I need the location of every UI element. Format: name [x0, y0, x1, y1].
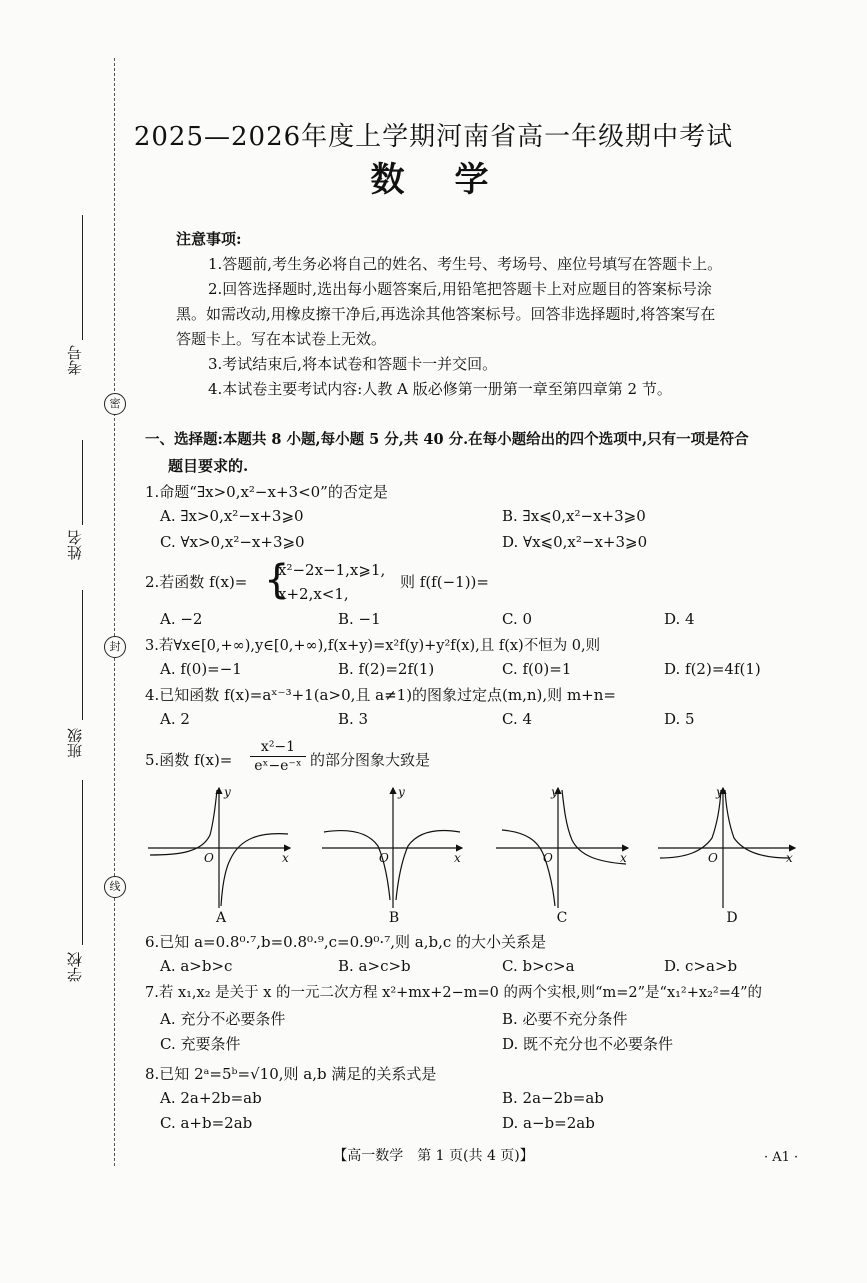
graph-b-left-branch: [324, 831, 390, 900]
q6-option-a: A. a>b>c: [160, 957, 233, 975]
q8-option-d: D. a−b=2ab: [502, 1114, 595, 1132]
graph-c-caption: C: [556, 910, 568, 926]
graph-d-origin: O: [708, 851, 718, 865]
graph-a-caption: A: [215, 910, 227, 926]
q2-option-b: B. −1: [338, 610, 381, 628]
q3-option-a: A. f(0)=−1: [160, 660, 242, 678]
q7-option-c: C. 充要条件: [160, 1035, 241, 1053]
class-underline: [82, 590, 83, 720]
q1-option-c: C. ∀x>0,x²−x+3⩾0: [160, 533, 305, 551]
q3-stem: 3.若∀x∈[0,+∞),y∈[0,+∞),f(x+y)=x²f(y)+y²f(x),且 f(x)不恒为 0,则: [145, 638, 601, 654]
q8-option-b: B. 2a−2b=ab: [502, 1089, 604, 1107]
q5-stem-post: 的部分图象大致是: [310, 751, 431, 769]
graph-b-caption: B: [388, 910, 400, 926]
graph-d-y-label: y: [716, 785, 723, 799]
q5-numerator: x²−1: [250, 738, 306, 757]
school-underline: [82, 780, 83, 945]
q1-option-b: B. ∃x⩽0,x²−x+3⩾0: [502, 507, 646, 525]
notice-item-1: 1.答题前,考生务必将自己的姓名、考生号、考场号、座位号填写在答题卡上。: [208, 255, 723, 273]
q8-option-c: C. a+b=2ab: [160, 1114, 253, 1132]
notice-item-3: 3.考试结束后,将本试卷和答题卡一并交回。: [208, 355, 498, 373]
graph-c-x-label: x: [620, 851, 627, 865]
q4-option-d: D. 5: [664, 710, 695, 728]
binding-dashed-line: [114, 58, 115, 1166]
q2-stem: 2.若函数 f(x)=: [145, 573, 248, 591]
q4-option-c: C. 4: [502, 710, 533, 728]
q5-denominator: eˣ−e⁻ˣ: [254, 758, 302, 774]
q4-option-a: A. 2: [160, 710, 190, 728]
q4-stem: 4.已知函数 f(x)=aˣ⁻³+1(a>0,且 a≠1)的图象过定点(m,n),则 m+n=: [145, 686, 616, 704]
exam-number-label: 考号: [66, 345, 84, 375]
graph-b-right-branch: [396, 831, 460, 900]
q6-option-b: B. a>c>b: [338, 957, 411, 975]
q2-option-c: C. 0: [502, 610, 533, 628]
q2-option-a: A. −2: [160, 610, 203, 628]
q6-option-c: C. b>c>a: [502, 957, 575, 975]
exam-number-underline: [82, 215, 83, 340]
graph-a-left-branch: [150, 790, 217, 855]
graph-c-right-branch: [562, 790, 626, 864]
exam-title: 2025—2026年度上学期河南省高一年级期中考试: [133, 122, 734, 152]
graph-b-origin: O: [379, 851, 389, 865]
graph-c-origin: O: [543, 851, 553, 865]
q8-stem: 8.已知 2ᵃ=5ᵇ=√10,则 a,b 满足的关系式是: [145, 1065, 437, 1083]
section1-heading-cont: 题目要求的.: [168, 457, 249, 475]
seal-circle-mi: 密: [104, 393, 126, 415]
q3-option-c: C. f(0)=1: [502, 660, 572, 678]
graph-a-origin: O: [204, 851, 214, 865]
q6-option-d: D. c>a>b: [664, 957, 738, 975]
q5-stem-pre: 5.函数 f(x)=: [145, 751, 233, 769]
graph-d-caption: D: [726, 910, 738, 926]
school-label: 学校: [66, 952, 84, 982]
q7-option-b: B. 必要不充分条件: [502, 1010, 628, 1028]
q5-fraction: [250, 738, 306, 775]
section1-heading: 一、选择题:本题共 8 小题,每小题 5 分,共 40 分.在每小题给出的四个选项中,只有一项是符合: [145, 431, 749, 448]
q2-case-2: x+2,x<1,: [278, 585, 349, 603]
seal-circle-feng: 封: [104, 636, 126, 658]
notice-item-2-end: 答题卡上。写在本试卷上无效。: [176, 330, 387, 348]
graph-a-x-label: x: [282, 851, 289, 865]
graph-c-y-label: y: [551, 785, 558, 799]
notice-item-2-cont: 黑。如需改动,用橡皮擦干净后,再选涂其他答案标号。回答非选择题时,将答案写在: [176, 305, 716, 323]
graph-d-x-label: x: [786, 851, 793, 865]
q7-option-a: A. 充分不必要条件: [160, 1010, 286, 1028]
q1-option-d: D. ∀x⩽0,x²−x+3⩾0: [502, 533, 648, 551]
name-label: 姓名: [66, 530, 84, 560]
q7-option-d: D. 既不充分也不必要条件: [502, 1035, 674, 1053]
page-footer: 【高一数学 第 1 页(共 4 页)】: [333, 1148, 534, 1164]
q3-option-d: D. f(2)=4f(1): [664, 660, 761, 678]
graph-b-x-label: x: [454, 851, 461, 865]
q2-case-1: x²−2x−1,x⩾1,: [278, 561, 386, 579]
q2-option-d: D. 4: [664, 610, 695, 628]
q1-option-a: A. ∃x>0,x²−x+3⩾0: [160, 507, 304, 525]
page-code: · A1 ·: [764, 1150, 799, 1165]
q7-stem: 7.若 x₁,x₂ 是关于 x 的一元二次方程 x²+mx+2−m=0 的两个实根,则“m=2”是“x₁²+x₂²=4”的: [145, 985, 762, 1001]
q4-option-b: B. 3: [338, 710, 369, 728]
graph-a-right-branch: [221, 834, 288, 906]
q8-option-a: A. 2a+2b=ab: [160, 1089, 262, 1107]
class-label: 班级: [66, 728, 84, 758]
notice-item-4: 4.本试卷主要考试内容:人教 A 版必修第一册第一章至第四章第 2 节。: [208, 380, 672, 398]
graph-b-y-label: y: [398, 785, 405, 799]
notice-item-2: 2.回答选择题时,选出每小题答案后,用铅笔把答题卡上对应题目的答案标号涂: [208, 280, 712, 298]
graph-c-left-branch: [502, 830, 555, 906]
q2-brace: {: [264, 557, 290, 603]
q6-stem: 6.已知 a=0.8⁰·⁷,b=0.8⁰·⁹,c=0.9⁰·⁷,则 a,b,c 的大小关系是: [145, 933, 547, 951]
seal-circle-xian: 线: [104, 876, 126, 898]
graph-a-y-label: y: [224, 785, 231, 799]
q1-stem: 1.命题“∃x>0,x²−x+3<0”的否定是: [145, 483, 388, 501]
notice-heading: 注意事项:: [176, 230, 242, 248]
q5-graphs: [140, 780, 800, 910]
subject-title: 数 学: [370, 160, 497, 200]
name-underline: [82, 440, 83, 525]
q2-tail: 则 f(f(−1))=: [400, 573, 489, 591]
q3-option-b: B. f(2)=2f(1): [338, 660, 435, 678]
